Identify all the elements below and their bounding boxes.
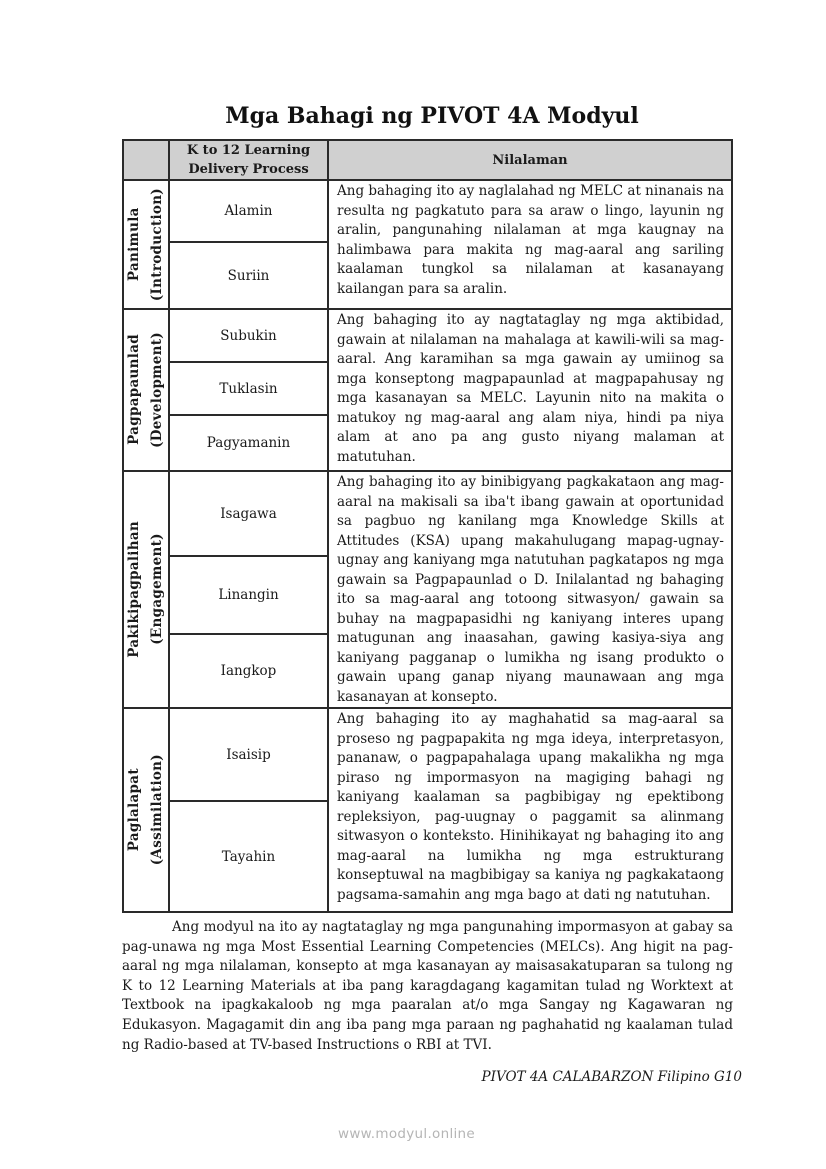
description-text: Ang bahaging ito ay binibigyang pagkakataon ang mag-aaral na makisali sa iba't ibang gawain at oportunidad sa pagbuo ng kanilang mga Knowledge Skills at Attitudes (KSA) upang makahulugang mapag-ugnay-ugnay ang kaniyang mga natutuhan pagkatapos ng mga gawain sa Pagpapaunlad o D. Inilalantad ng bahaging ito sa mag-aaral ang totoong sitwasyon/ gawain sa buhay na magpapasidhi ng kaniyang interes upang matugunan ang inaasahan, gawing kasiya-siya ang kaniyang pagganap o lumikha ng isang produkto o gawain upang ganap niyang maunawaan ang mga kasanayan at konsepto. (337, 474, 724, 705)
table-header-row (123, 140, 732, 180)
phase-label-en: (Introduction) (149, 187, 165, 302)
phase-label: Panimula (126, 207, 142, 282)
description-text: Ang bahaging ito ay naglalahad ng MELC at ninanais na resulta ng pagkatuto para sa araw o lingo, layunin ng aralin, pangunahing nilalaman at mga kaugnay na halimbawa para makita ng mag-aaral ang sariling kaalaman tungkol sa nilalaman at kasanayang kailangan para sa aralin. (337, 183, 724, 297)
description-cell (328, 471, 732, 708)
phase-label: Pakikipagpalihan (126, 521, 142, 658)
header-phase (123, 140, 169, 180)
step-cell: Isagawa (169, 471, 328, 556)
pivot-parts-table (122, 139, 733, 913)
phase-cell-engagement (123, 471, 169, 708)
phase-label-en: (Development) (149, 332, 165, 448)
header-content: Nilalaman (328, 140, 732, 180)
phase-label-en: (Assimilation) (149, 754, 165, 866)
description-cell (328, 309, 732, 471)
table-row (123, 708, 732, 801)
phase-label: Pagpapaunlad (126, 334, 142, 446)
description-cell (328, 708, 732, 912)
phase-cell-development (123, 309, 169, 471)
step-cell: Tayahin (169, 801, 328, 912)
table-row (123, 180, 732, 242)
step-cell: Alamin (169, 180, 328, 242)
phase-label: Paglalapat (126, 768, 142, 852)
description-cell (328, 180, 732, 309)
step-cell: Tuklasin (169, 362, 328, 415)
step-cell: Pagyamanin (169, 415, 328, 471)
step-cell: Subukin (169, 309, 328, 362)
step-cell: Iangkop (169, 634, 328, 708)
step-cell: Isaisip (169, 708, 328, 801)
page-footer: PIVOT 4A CALABARZON Filipino G10 (481, 1069, 742, 1085)
phase-cell-assimilation (123, 708, 169, 912)
table-row (123, 471, 732, 556)
description-text: Ang bahaging ito ay nagtataglay ng mga aktibidad, gawain at nilalaman na mahalaga at kawili-wili sa mag-aaral. Ang karamihan sa mga gawain ay umiinog sa mga konseptong magpapaunlad at magpapahusay ng mga kasanayan sa MELC. Layunin nito na makita o matukoy ng mag-aaral ang alam niya, hindi pa niya alam at ano pa ang gusto niyang malaman at matutuhan. (337, 312, 724, 465)
watermark: www.modyul.online (338, 1126, 476, 1142)
body-paragraph: Ang modyul na ito ay nagtataglay ng mga pangunahing impormasyon at gabay sa pag-unawa ng mga Most Essential Learning Competencies (MELCs). Ang higit na pag-aaral ng mga nilalaman, konsepto at mga kasanayan ay maisasakatuparan sa tulong ng K to 12 Learning Materials at iba pang karagdagang kagamitan tulad ng Worktext at Textbook na ipagkakaloob ng mga paaralan at/o mga Sangay ng Kagawaran ng Edukasyon. Magagamit din ang iba pang mga paraan ng paghahatid ng kaalaman tulad ng Radio-based at TV-based Instructions o RBI at TVI. (122, 919, 733, 1053)
phase-cell-introduction (123, 180, 169, 309)
page-title: Mga Bahagi ng PIVOT 4A Modyul (225, 103, 639, 129)
phase-label-en: (Engagement) (149, 533, 165, 646)
step-cell: Suriin (169, 242, 328, 309)
table-row (123, 309, 732, 362)
description-text: Ang bahaging ito ay maghahatid sa mag-aaral sa proseso ng pagpapakita ng mga ideya, interpretasyon, pananaw, o pagpapahalaga upang makalikha ng mga piraso ng impormasyon na magiging bahagi ng kaniyang kaalaman sa pagbibigay ng epektibong repleksiyon, pag-uugnay o paggamit sa alinmang sitwasyon o konteksto. Hinihikayat ng bahaging ito ang mag-aaral na lumikha ng mga estrukturang konseptuwal na magbibigay sa kaniya ng pagkakataong pagsama-samahin ang mga bago at dati ng natutuhan. (337, 711, 724, 903)
step-cell: Linangin (169, 556, 328, 634)
header-process: K to 12 Learning Delivery Process (169, 140, 328, 180)
